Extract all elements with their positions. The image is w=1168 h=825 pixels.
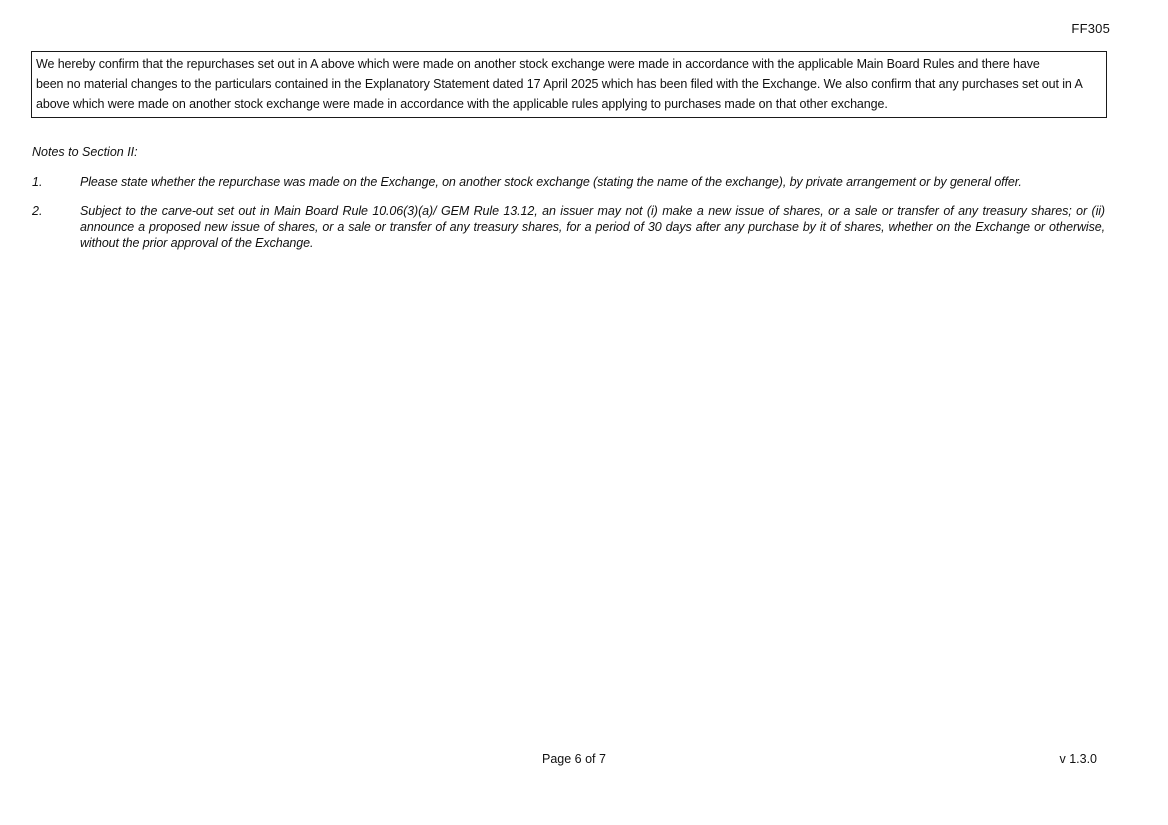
form-code-label: FF305 [1071,21,1110,36]
note-2-line-1: Subject to the carve-out set out in Main Board Rule 10.06(3)(a)/ GEM Rule 13.12, an issuer may not (i) make a new issue of shares, or a sale or transfer of any treasury shares; or (ii) [80,204,1105,218]
note-2-number: 2. [32,204,43,218]
note-1-line-1: Please state whether the repurchase was made on the Exchange, on another stock exchange (stating the name of the exchange), by private arrangement or by general offer. [80,175,1022,189]
note-2-line-3: without the prior approval of the Exchange. [80,236,314,250]
page-number-label: Page 6 of 7 [542,752,606,766]
note-2-line-2: announce a proposed new issue of shares, or a sale or transfer of any treasury shares, for a period of 30 days after any purchase by it of shares, whether on the Exchange or otherwise, [80,220,1105,234]
confirmation-box-line-1: We hereby confirm that the repurchases set out in A above which were made on another stock exchange were made in accordance with the applicable Main Board Rules and there have [36,57,1040,71]
confirmation-box-line-3: above which were made on another stock exchange were made in accordance with the applicable rules applying to purchases made on that other exchange. [36,97,888,111]
version-label: v 1.3.0 [1059,752,1097,766]
note-1-number: 1. [32,175,43,189]
note-2-text [80,203,1105,251]
confirmation-box-line-2: been no material changes to the particulars contained in the Explanatory Statement dated 17 April 2025 which has been filed with the Exchange. We also confirm that any purchases set out in A [36,77,1083,91]
note-1-text [80,174,1105,190]
confirmation-box [31,51,1107,118]
notes-section-heading: Notes to Section II: [32,145,138,159]
